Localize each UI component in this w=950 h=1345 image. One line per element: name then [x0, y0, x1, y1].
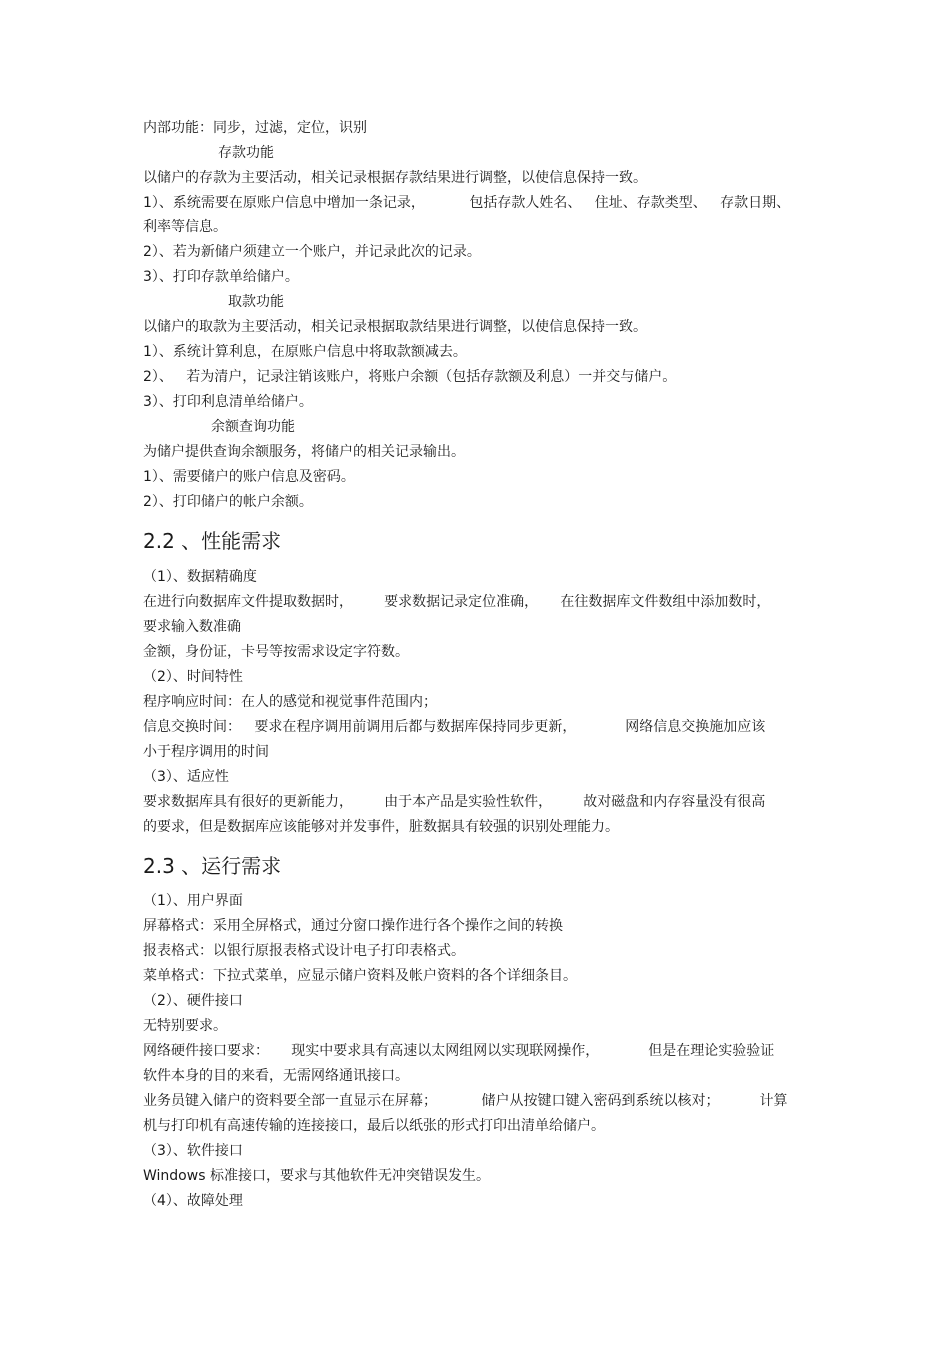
withdraw-item-2: 2）、 若为清户，记录注销该账户，将账户余额（包括存款额及利息）一并交与储户。 [143, 369, 677, 385]
perf-precision-text-2: 金额，身份证，卡号等按需求设定字符数。 [143, 644, 409, 660]
withdraw-intro: 以储户的取款为主要活动，相关记录根据取款结果进行调整，以使信息保持一致。 [143, 319, 647, 335]
run-software-text: Windows 标准接口，要求与其他软件无冲突错误发生。 [143, 1168, 490, 1184]
run-item-ui: （1）、用户界面 [143, 893, 243, 909]
run-hardware-network: 网络硬件接口要求： 现实中要求具有高速以太网组网以实现联网操作， 但是在理论实验验证 [143, 1043, 775, 1059]
run-hardware-network-cont: 软件本身的目的来看，无需网络通讯接口。 [143, 1068, 409, 1084]
perf-item-adaptability: （3）、适应性 [143, 769, 229, 785]
perf-adaptability-text: 要求数据库具有很好的更新能力， 由于本产品是实验性软件， 故对磁盘和内存容量没有很高 [143, 794, 766, 810]
run-item-fault: （4）、故障处理 [143, 1193, 243, 1209]
balance-subheading: 余额查询功能 [211, 419, 295, 435]
deposit-intro: 以储户的存款为主要活动，相关记录根据存款结果进行调整，以使信息保持一致。 [143, 170, 647, 186]
deposit-item-2: 2）、若为新储户须建立一个账户，并记录此次的记录。 [143, 244, 481, 260]
deposit-item-1-cont: 利率等信息。 [143, 219, 227, 235]
section-heading-performance: 2.2 、性能需求 [143, 529, 282, 553]
balance-item-1: 1）、需要储户的账户信息及密码。 [143, 469, 355, 485]
withdraw-item-3: 3）、打印利息清单给储户。 [143, 394, 313, 410]
perf-adaptability-text-cont: 的要求，但是数据库应该能够对并发事件，脏数据具有较强的识别处理能力。 [143, 819, 619, 835]
run-item-software: （3）、软件接口 [143, 1143, 243, 1159]
perf-item-precision: （1）、数据精确度 [143, 569, 257, 585]
perf-item-time: （2）、时间特性 [143, 669, 243, 685]
run-ui-menu: 菜单格式：下拉式菜单，应显示储户资料及帐户资料的各个详细条目。 [143, 968, 577, 984]
section-heading-runtime: 2.3 、运行需求 [143, 854, 282, 878]
perf-time-exchange-cont: 小于程序调用的时间 [143, 744, 269, 760]
deposit-item-3: 3）、打印存款单给储户。 [143, 269, 299, 285]
perf-precision-text-cont: 要求输入数准确 [143, 619, 241, 635]
internal-functions-line: 内部功能：同步，过滤，定位，识别 [143, 120, 367, 136]
deposit-subheading: 存款功能 [218, 145, 274, 161]
withdraw-subheading: 取款功能 [228, 294, 284, 310]
run-ui-report: 报表格式：以银行原报表格式设计电子打印表格式。 [143, 943, 465, 959]
deposit-item-1: 1）、系统需要在原账户信息中增加一条记录， 包括存款人姓名、 住址、存款类型、 存款日期、 [143, 195, 791, 211]
perf-time-exchange: 信息交换时间： 要求在程序调用前调用后都与数据库保持同步更新， 网络信息交换施加应该 [143, 719, 766, 735]
run-hardware-none: 无特别要求。 [143, 1018, 227, 1034]
balance-item-2: 2）、打印储户的帐户余额。 [143, 494, 313, 510]
run-hardware-operator-cont: 机与打印机有高速传输的连接接口，最后以纸张的形式打印出清单给储户。 [143, 1118, 605, 1134]
perf-precision-text: 在进行向数据库文件提取数据时， 要求数据记录定位准确， 在往数据库文件数组中添加数时， [143, 594, 771, 610]
balance-intro: 为储户提供查询余额服务，将储户的相关记录输出。 [143, 444, 465, 460]
perf-time-response: 程序响应时间：在人的感觉和视觉事件范围内； [143, 694, 437, 710]
run-hardware-operator: 业务员键入储户的资料要全部一直显示在屏幕； 储户从按键口键入密码到系统以核对； 计算 [143, 1093, 788, 1109]
run-item-hardware: （2）、硬件接口 [143, 993, 243, 1009]
run-ui-screen: 屏幕格式：采用全屏格式，通过分窗口操作进行各个操作之间的转换 [143, 918, 563, 934]
withdraw-item-1: 1）、系统计算利息，在原账户信息中将取款额减去。 [143, 344, 467, 360]
